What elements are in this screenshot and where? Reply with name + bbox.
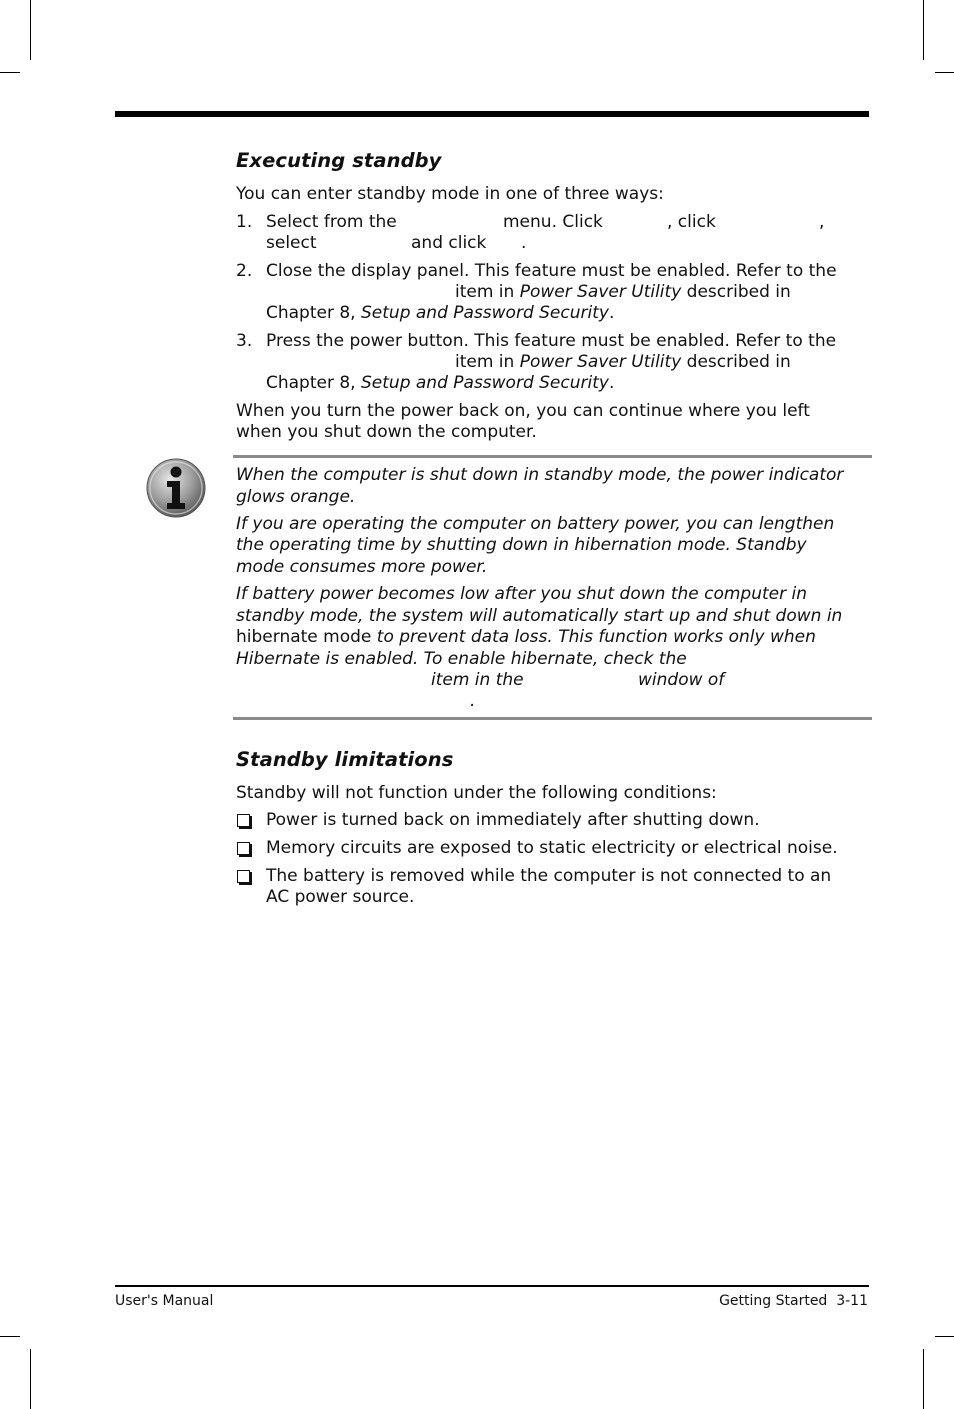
footer-left: User's Manual <box>115 1293 214 1309</box>
checkbox-bullet-icon <box>237 842 250 855</box>
list-item-text <box>455 352 791 373</box>
list-item-text: select <box>266 233 317 253</box>
list-item: The battery is removed while the computer is not connected to an <box>266 866 832 886</box>
section-intro: You can enter standby mode in one of three ways: <box>236 184 664 204</box>
paragraph-line: When you turn the power back on, you can continue where you left <box>236 401 810 421</box>
crop-mark <box>0 1336 20 1337</box>
note-line: If you are operating the computer on battery power, you can lengthen <box>236 514 835 534</box>
list-number: 3. <box>236 331 253 351</box>
list-item-text <box>455 282 791 303</box>
utility-name: Power Saver Utility <box>519 282 682 302</box>
crop-mark <box>0 72 20 73</box>
section-heading-executing-standby: Executing standby <box>236 149 442 172</box>
note-top-rule <box>233 455 872 458</box>
note-bottom-rule <box>233 717 872 720</box>
text-span: to prevent data loss. This function works only when <box>376 627 816 647</box>
text-span: Select from the <box>266 212 397 232</box>
text-span: described in <box>686 352 791 372</box>
crop-mark <box>935 72 954 73</box>
crop-mark <box>935 1336 954 1337</box>
text-span: Chapter 8, <box>266 303 356 323</box>
note-line: standby mode, the system will automatically start up and shut down in <box>236 606 843 626</box>
list-number: 1. <box>236 212 253 232</box>
note-line: mode consumes more power. <box>236 557 488 577</box>
text-span: hibernate mode <box>236 627 372 647</box>
footer-rule <box>115 1285 869 1287</box>
checkbox-bullet-icon <box>237 870 250 883</box>
note-line: window of <box>638 670 725 690</box>
note-line: When the computer is shut down in standby mode, the power indicator <box>236 465 844 485</box>
list-item-text: , <box>819 212 825 232</box>
crop-mark <box>30 1349 31 1409</box>
footer-right: Getting Started 3-11 <box>719 1293 868 1309</box>
list-number: 2. <box>236 261 253 281</box>
list-item: Power is turned back on immediately after shutting down. <box>266 810 760 830</box>
crop-mark <box>923 0 924 60</box>
text-span: Chapter 8, <box>266 373 356 393</box>
utility-name: Power Saver Utility <box>519 352 682 372</box>
note-line: glows orange. <box>236 487 356 507</box>
list-item-text <box>266 303 614 324</box>
list-item-text: and click <box>411 233 487 253</box>
list-item-text: Press the power button. This feature must be enabled. Refer to the <box>266 331 837 351</box>
list-item: Memory circuits are exposed to static electricity or electrical noise. <box>266 838 838 858</box>
list-item-text: . <box>521 233 527 253</box>
text-span: described in <box>686 282 791 302</box>
note-line: If battery power becomes low after you shut down the computer in <box>236 584 808 604</box>
list-item-text: , click <box>667 212 716 232</box>
note-line: . <box>470 691 476 711</box>
text-span: item in <box>455 282 515 302</box>
chapter-title: Setup and Password Security <box>361 303 609 323</box>
list-item-text <box>266 212 397 233</box>
note-line: the operating time by shutting down in hibernation mode. Standby <box>236 535 807 555</box>
text-span: . <box>608 303 615 323</box>
section-heading-standby-limitations: Standby limitations <box>236 748 454 771</box>
crop-mark <box>30 0 31 60</box>
list-item-text: Close the display panel. This feature must be enabled. Refer to the <box>266 261 837 281</box>
list-item-text: menu. Click <box>503 212 603 232</box>
chapter-title: Setup and Password Security <box>361 373 609 393</box>
paragraph-line: when you shut down the computer. <box>236 422 537 442</box>
crop-mark <box>923 1349 924 1409</box>
note-line: Hibernate is enabled. To enable hibernate, check the <box>236 649 687 669</box>
list-item: AC power source. <box>266 887 415 907</box>
text-span: . <box>608 373 615 393</box>
section-intro: Standby will not function under the following conditions: <box>236 783 717 803</box>
note-line <box>236 627 816 649</box>
information-icon <box>145 457 207 519</box>
note-line: item in the <box>431 670 524 690</box>
header-rule <box>115 111 869 117</box>
text-span: item in <box>455 352 515 372</box>
checkbox-bullet-icon <box>237 814 250 827</box>
list-item-text <box>266 373 614 394</box>
